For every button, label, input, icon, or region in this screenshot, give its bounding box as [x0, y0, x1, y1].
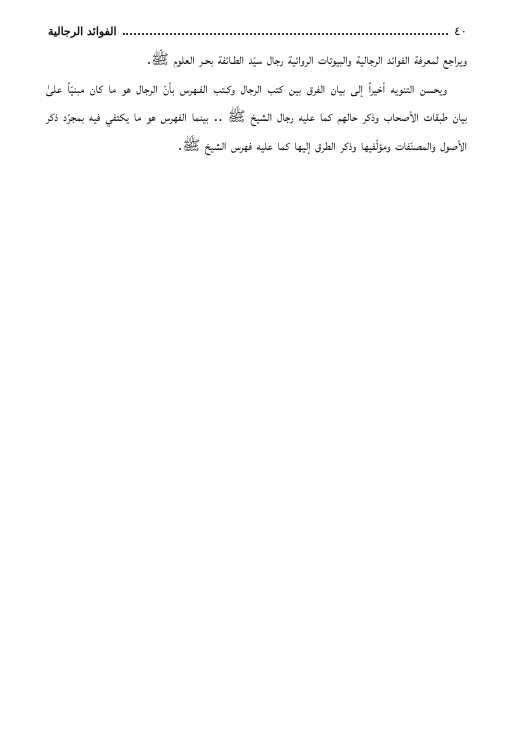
paragraph-2: ويحسن التنويه أخيراً إلى بيان الفرق بين كتب الرجال وكـتب الفـهرس بأنّ الرجال هو ما كان مبنيّاً علىٰ بيان طبقات الأصحاب وذكر حالهم كما عليه رجال الشيخ ﷺ .. بينما الفهرس هو ما يكتفي فيه بمجرّد ذكر الأصول والمصنّفات ومؤلّفيها وذكر الطرق إليها كما عليه فهرس الشيخ ﷺ. [46, 80, 467, 154]
page-header [48, 18, 467, 38]
page-number: ٤٠ [454, 24, 467, 38]
body-text [46, 46, 467, 160]
header-dot-leader [123, 33, 449, 35]
running-title: الفوائد الرجالية [48, 25, 117, 38]
paragraph-1: ويراجع لمعرفة الفوائد الرجالية والبيوتات الروائية رجال سيّد الطـائفة بحـر العلوم ﷺ. [146, 52, 467, 68]
